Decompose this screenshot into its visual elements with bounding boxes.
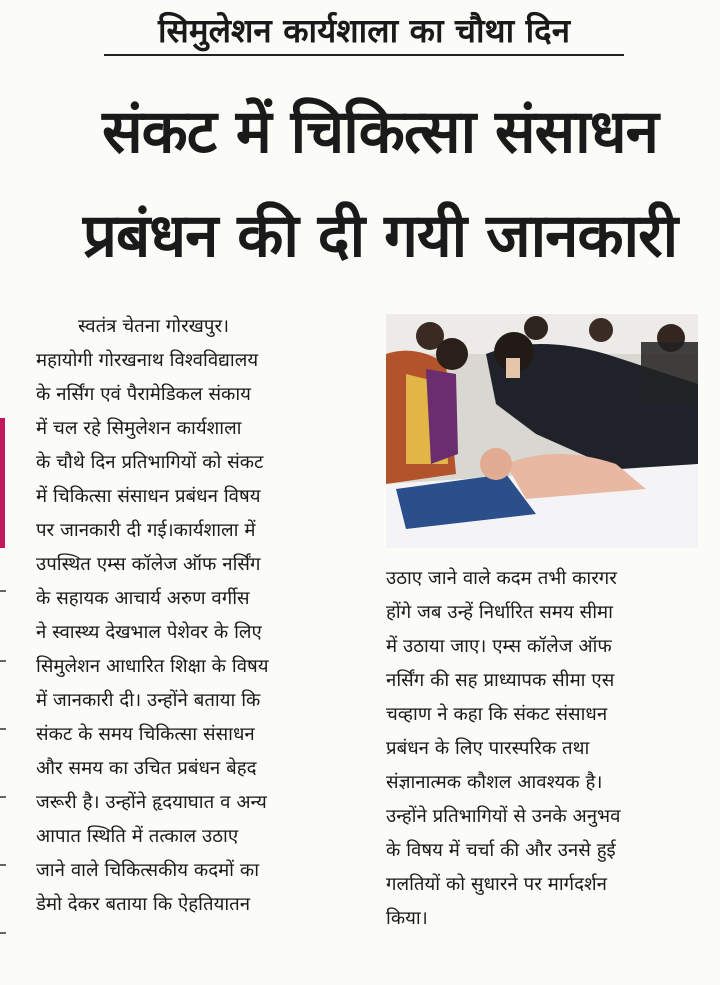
body-line: प्रबंधन के लिए पारस्परिक तथा [386,738,590,759]
body-line: चव्हाण ने कहा कि संकट संसाधन [386,704,608,725]
body-line: डेमो देकर बताया कि ऐहतियातन [36,894,251,915]
body-line: सिमुलेशन आधारित शिक्षा के विषय [36,656,269,677]
column-edge-tick [0,796,6,798]
body-line: उपस्थित एम्स कॉलेज ऑफ नर्सिंग [36,554,261,575]
body-line: जरूरी है। उन्होंने हृदयाघात व अन्य [36,792,267,813]
body-line: में उठाया जाए। एम्स कॉलेज ऑफ [386,636,612,657]
body-line: जाने वाले चिकित्सकीय कदमों का [36,860,260,881]
article-left-column [36,310,366,922]
column-edge-tick [0,660,6,662]
main-headline-line-1: संकट में चिकित्सा संसाधन [102,97,658,167]
photo-illustration [386,314,698,548]
column-edge-tick [0,932,6,934]
body-line: में चल रहे सिमुलेशन कार्यशाला [36,418,242,439]
body-line: ने स्वास्थ्य देखभाल पेशेवर के लिए [36,622,262,643]
body-line: उन्होंने प्रतिभागियों से उनके अनुभव [386,806,621,827]
body-line: के सहायक आचार्य अरुण वर्गीस [36,588,250,609]
column-edge-tick [0,590,6,592]
main-headline-line-2: प्रबंधन की दी गयी जानकारी [82,201,678,271]
dateline: स्वतंत्र चेतना गोरखपुर। [78,316,230,337]
body-line: होंगे जब उन्हें निर्धारित समय सीमा [386,602,613,623]
body-line: संज्ञानात्मक कौशल आवश्यक है। [386,772,603,793]
kicker-headline: सिमुलेशन कार्यशाला का चौथा दिन [104,8,624,56]
body-line: और समय का उचित प्रबंधन बेहद [36,758,257,779]
body-line: में चिकित्सा संसाधन प्रबंधन विषय [36,486,261,507]
body-line: में जानकारी दी। उन्होंने बताया कि [36,690,261,711]
body-line: आपात स्थिति में तत्काल उठाए [36,826,239,847]
column-edge-tick [0,864,6,866]
body-line: नर्सिंग की सह प्राध्यापक सीमा एस [386,670,615,691]
column-edge-tick [0,728,6,730]
body-line: गलतियों को सुधारने पर मार्गदर्शन [386,874,607,895]
body-line: किया। [386,908,428,929]
body-line: पर जानकारी दी गई।कार्यशाला में [36,520,256,541]
news-photo-simulation-demo [386,314,698,548]
body-line: संकट के समय चिकित्सा संसाधन [36,724,255,745]
body-line: महायोगी गोरखनाथ विश्वविद्यालय [36,350,259,371]
body-line: के विषय में चर्चा की और उनसे हुई [386,840,616,861]
body-line: उठाए जाने वाले कदम तभी कारगर [386,568,617,589]
page-edge-color-strip [0,418,5,548]
body-line: के नर्सिंग एवं पैरामेडिकल संकाय [36,384,251,405]
article-right-column [386,562,716,936]
body-line: के चौथे दिन प्रतिभागियों को संकट [36,452,264,473]
